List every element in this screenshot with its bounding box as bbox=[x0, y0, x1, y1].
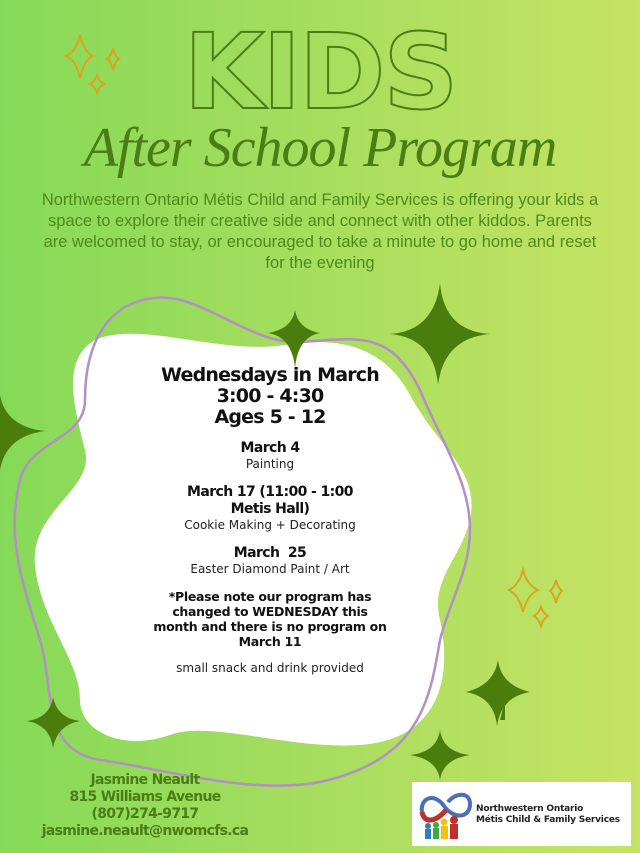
schedule-ages: Ages 5 - 12 bbox=[214, 406, 326, 428]
schedule-change-note: *Please note our program has changed to WEDNESDAY this month and there is no program on March 11 bbox=[153, 589, 387, 649]
sparkle-icon bbox=[27, 697, 80, 748]
program-subtitle: After School Program bbox=[83, 117, 557, 179]
event-description: Painting bbox=[245, 457, 295, 471]
event-item bbox=[130, 440, 410, 472]
schedule-day: Wednesdays in March bbox=[161, 364, 379, 386]
sparkle-outline-icon bbox=[534, 607, 548, 626]
schedule-panel bbox=[130, 365, 410, 675]
event-item bbox=[130, 545, 410, 577]
logo-text bbox=[476, 804, 620, 826]
event-title: March 17 (11:00 - 1:00 Metis Hall) bbox=[187, 484, 353, 517]
sparkle-outline-icon bbox=[509, 570, 538, 612]
sparkle-icon bbox=[466, 660, 530, 726]
contact-address: 815 Williams Avenue bbox=[69, 789, 221, 805]
kids-title: KIDS bbox=[183, 11, 457, 133]
event-description: Cookie Making + Decorating bbox=[184, 518, 356, 532]
contact-email[interactable]: jasmine.neault@nwomcfs.ca bbox=[41, 823, 249, 839]
sparkle-outline-icon bbox=[550, 580, 562, 603]
schedule-time: 3:00 - 4:30 bbox=[216, 385, 324, 407]
organization-logo bbox=[412, 782, 631, 846]
intro-paragraph: Northwestern Ontario Métis Child and Family Services is offering your kids a space to explore their creative side and connect with other kiddos. Parents are welcomed to stay, or encouraged to take a minute to go home and reset for the evening bbox=[41, 191, 599, 272]
infinity-family-logo-icon bbox=[414, 782, 478, 846]
contact-block bbox=[0, 772, 290, 840]
sparkle-icon bbox=[410, 730, 470, 780]
event-title: March 4 bbox=[240, 440, 300, 456]
snack-note: small snack and drink provided bbox=[176, 661, 364, 675]
event-title: March 25 bbox=[233, 545, 307, 561]
contact-phone[interactable]: (807)274-9717 bbox=[91, 806, 199, 822]
sparkle-icon bbox=[0, 395, 45, 470]
event-description: Easter Diamond Paint / Art bbox=[190, 562, 350, 576]
logo-line-1: Northwestern Ontario bbox=[476, 804, 584, 814]
event-item bbox=[130, 484, 410, 533]
contact-name: Jasmine Neault bbox=[90, 772, 200, 788]
logo-line-2: Métis Child & Family Services bbox=[476, 815, 620, 825]
